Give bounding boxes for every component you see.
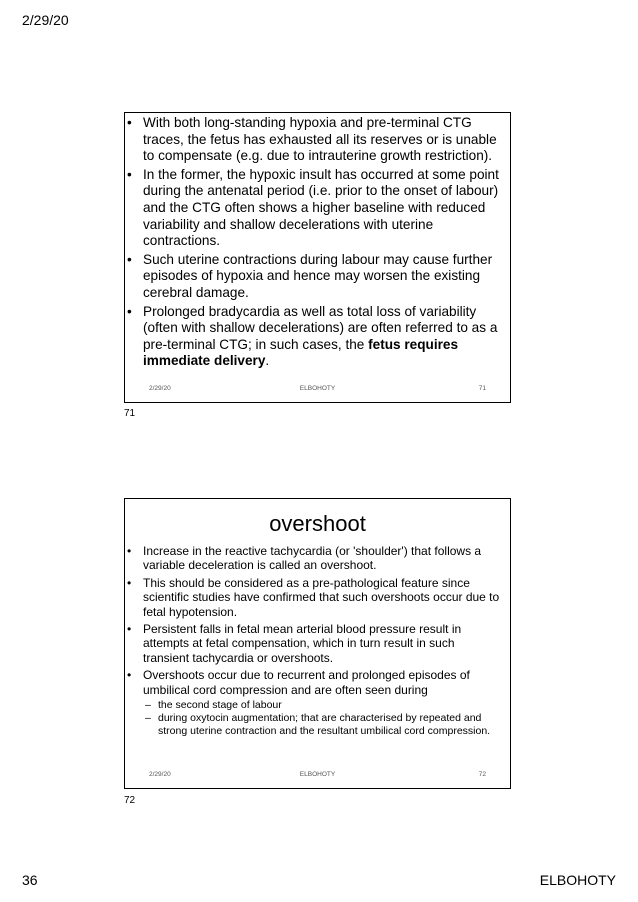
slide-71-bullet-list	[125, 115, 502, 372]
slide-71-footer-date: 2/29/20	[149, 385, 171, 392]
slide-72-bullet-3: • Persistent falls in fetal mean arterial blood pressure result in attempts at fetal compensation, which in turn result in such transient tachycardia or overshoots.	[125, 622, 502, 665]
slide-71-number-label: 71	[124, 408, 136, 419]
page-header-date: 2/29/20	[22, 12, 69, 28]
slide-72-footer-author: ELBOHOTY	[299, 771, 336, 778]
slide-72-title: overshoot	[269, 511, 366, 536]
slide-71-bullet-3: • Such uterine contractions during labour may cause further episodes of hypoxia and hence may worsen the existing cerebral damage.	[125, 252, 502, 302]
slide-72-bullet-4	[125, 668, 502, 737]
slide-71	[124, 112, 511, 403]
page-author: ELBOHOTY	[539, 872, 616, 888]
slide-71-bullet-1: • With both long-standing hypoxia and pre-terminal CTG traces, the fetus has exhausted all its reserves or is unable to compensate (e.g. due to intrauterine growth restriction).	[125, 115, 502, 165]
slide-71-bullet-4-bold: fetus requires immediate delivery	[143, 336, 459, 369]
slide-71-footer-author: ELBOHOTY	[299, 385, 336, 392]
slide-72	[124, 498, 511, 789]
slide-72-sub-bullet-1: – the second stage of labour	[143, 699, 502, 711]
slide-71-bullet-2: • In the former, the hypoxic insult has occurred at some point during the antenatal period (i.e. prior to the onset of labour) and the CTG often shows a higher baseline with reduced variability and shallow decelerations with uterine contractions.	[125, 167, 502, 250]
slide-72-bullet-1: • Increase in the reactive tachycardia (or 'shoulder') that follows a variable deceleration is called an overshoot.	[125, 544, 502, 573]
slide-71-bullet-4	[125, 304, 502, 370]
slide-72-footer-number: 72	[478, 771, 486, 778]
slide-71-footer-number: 71	[478, 385, 486, 392]
slide-71-bullet-4-text: Prolonged bradycardia as well as total loss of variability (often with shallow decelerations) are often referred to as a pre-terminal CTG; in such cases, the	[143, 303, 498, 352]
slide-72-bullet-4-text: Overshoots occur due to recurrent and prolonged episodes of umbilical cord compression and are often seen during	[143, 668, 470, 697]
slide-71-bullet-4-end: .	[265, 353, 270, 369]
slide-72-footer-date: 2/29/20	[149, 771, 171, 778]
slide-72-bullet-2: • This should be considered as a pre-pathological feature since scientific studies have confirmed that such overshoots occur due to fetal hypotension.	[125, 576, 502, 619]
slide-72-number-label: 72	[124, 795, 136, 806]
slide-72-bullet-list	[125, 544, 502, 740]
page-number: 36	[22, 872, 38, 888]
slide-72-sub-bullet-2: – during oxytocin augmentation; that are characterised by repeated and strong uterine contraction and the resultant umbilical cord compression.	[143, 712, 502, 737]
slide-72-sub-list	[143, 699, 502, 737]
